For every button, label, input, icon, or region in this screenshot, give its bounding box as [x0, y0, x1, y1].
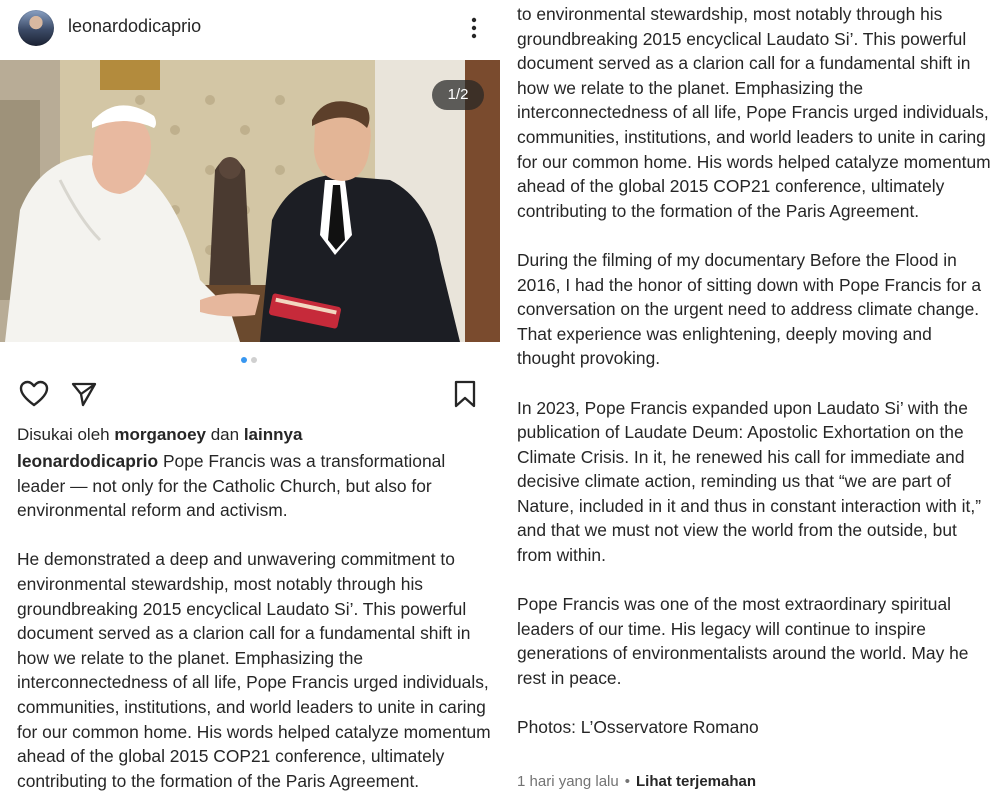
bookmark-icon[interactable]: [453, 380, 477, 408]
caption-p1-text: Pope Francis was a transformational leader — not only for the Catholic Church, but also for environmental reform and activism.: [17, 451, 446, 521]
caption-paragraph-2: He demonstrated a deep and unwavering commitment to environmental stewardship, most notably through his groundbreaking 2015 encyclical Laudato Si’. This powerful document served as a clarion call for a fundamental shift in how we relate to the planet. Emphasizing the interconnectedness of all life, Pope Francis urged individuals, communities, institutions, and world leaders to unite in caring for our common home. His words helped catalyze momentum ahead of the global 2015 COP21 conference, ultimately contributing to the formation of the Paris Agreement.: [17, 549, 491, 791]
see-translation-link[interactable]: Lihat terjemahan: [636, 773, 757, 790]
caption-paragraph-2-continued: to environmental stewardship, most notably through his groundbreaking 2015 encyclical Laudato Si’. This powerful document served as a clarion call for a fundamental shift in how we relate to the planet. Emphasizing the interconnectedness of all life, Pope Francis urged individuals, communities, institutions, and world leaders to unite in caring for our common home. His words helped catalyze momentum ahead of the global 2015 COP21 conference, ultimately contributing to the formation of the Paris Agreement.: [517, 4, 991, 221]
liked-by-prefix: Disukai oleh: [17, 425, 110, 444]
post-caption-continued: [517, 2, 993, 764]
caption-paragraph-4: In 2023, Pope Francis expanded upon Laudato Si’ with the publication of Laudate Deum: Apostolic Exhortation on the Climate Crisis. In it, he renewed his call for immediate and decisive climate action, reminding us that “we are part of Nature, included in it and thus in constant interaction with it,” and that we must not view the world from the outside, but from within.: [517, 397, 982, 566]
post-meta: [517, 772, 756, 792]
more-vertical-icon[interactable]: [464, 14, 484, 42]
carousel-dot[interactable]: [251, 357, 257, 363]
liked-by-joiner: dan: [210, 425, 240, 444]
post-right-screen: [500, 0, 1000, 800]
caption-paragraph-1: [17, 449, 492, 523]
send-icon[interactable]: [70, 380, 98, 408]
carousel-dots: [238, 356, 262, 364]
caption-photo-credit: Photos: L’Osservatore Romano: [517, 717, 759, 738]
image-counter-badge: 1/2: [432, 80, 484, 110]
caption-paragraph-3: During the filming of my documentary Before the Flood in 2016, I had the honor of sitting down with Pope Francis for a conversation on the urgent need to address climate change. That experience was enlightening, deeply moving and thought provoking.: [517, 249, 982, 369]
caption-paragraph-5: Pope Francis was one of the most extraordinary spiritual leaders of our time. His legacy will continue to inspire generations of environmentalists around the world. May he rest in peace.: [517, 594, 969, 689]
liked-by-others-link[interactable]: lainnya: [243, 425, 303, 444]
carousel-dot-active[interactable]: [241, 357, 247, 363]
post-timestamp: 1 hari yang lalu: [517, 773, 619, 790]
liked-by-line: [17, 424, 302, 446]
heart-icon[interactable]: [19, 380, 49, 408]
caption-author-link[interactable]: leonardodicaprio: [17, 451, 159, 471]
post-photo[interactable]: [0, 60, 500, 342]
post-username[interactable]: leonardodicaprio: [68, 16, 202, 36]
liked-by-user-link[interactable]: morganoey: [114, 425, 206, 444]
post-header: [0, 0, 500, 58]
avatar[interactable]: [18, 10, 54, 46]
post-caption: [17, 449, 492, 800]
meta-separator: •: [624, 773, 630, 790]
